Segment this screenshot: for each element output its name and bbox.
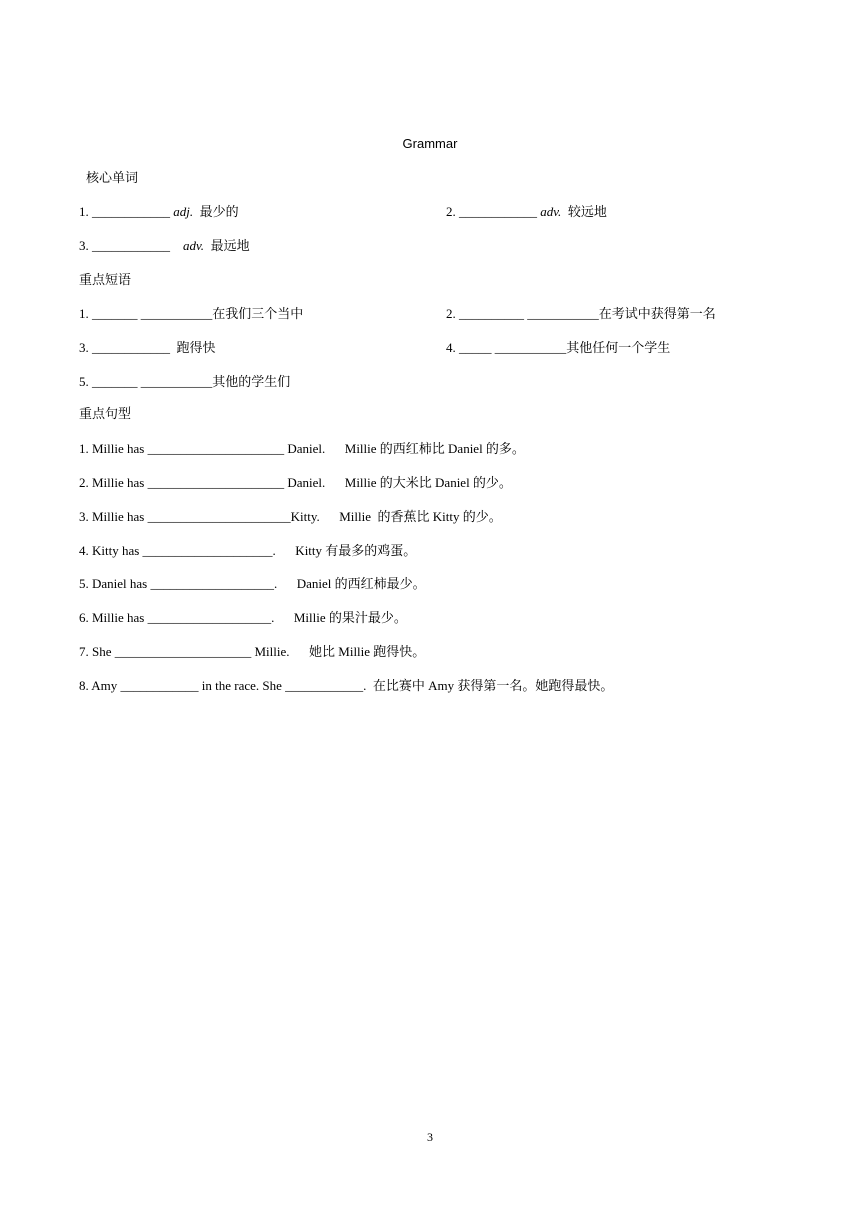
part-of-speech: adv.: [183, 238, 205, 253]
meaning: 最远地: [204, 238, 250, 253]
key-phrase-item-4: 4. _____ ___________其他任何一个学生: [446, 340, 671, 355]
item-number: 1.: [79, 204, 92, 219]
key-phrase-item-2: 2. __________ ___________在考试中获得第一名: [446, 306, 716, 321]
key-sentences-heading: 重点句型: [79, 406, 132, 421]
key-sentence-item-1: 1. Millie has _____________________ Daniel. Millie 的西红柿比 Daniel 的多。: [79, 441, 525, 456]
meaning: 较远地: [561, 204, 607, 219]
core-word-item-2: [446, 204, 607, 220]
key-sentence-item-7: 7. She _____________________ Millie. 她比 Millie 跑得快。: [79, 644, 426, 659]
answer-blank: ____________: [92, 204, 174, 219]
key-sentence-item-3: 3. Millie has ______________________Kitty. Millie 的香蕉比 Kitty 的少。: [79, 509, 502, 524]
page-title: Grammar: [402, 136, 458, 151]
key-phrase-item-3: 3. ____________ 跑得快: [79, 340, 216, 355]
key-sentence-item-4: 4. Kitty has ____________________. Kitty 有最多的鸡蛋。: [79, 543, 417, 558]
key-phrase-item-5: 5. _______ ___________其他的学生们: [79, 374, 291, 389]
part-of-speech: adv.: [540, 204, 562, 219]
item-number: 3.: [79, 238, 92, 253]
part-of-speech: adj.: [173, 204, 194, 219]
key-sentence-item-6: 6. Millie has ___________________. Millie 的果汁最少。: [79, 610, 407, 625]
key-sentence-item-5: 5. Daniel has ___________________. Daniel 的西红柿最少。: [79, 576, 426, 591]
key-phrase-item-1: 1. _______ ___________在我们三个当中: [79, 306, 304, 321]
item-number: 2.: [446, 204, 459, 219]
meaning: 最少的: [193, 204, 239, 219]
page-number: 3: [427, 1130, 433, 1144]
key-sentence-item-2: 2. Millie has _____________________ Daniel. Millie 的大米比 Daniel 的少。: [79, 475, 512, 490]
core-word-item-3: [79, 238, 250, 254]
answer-blank: ____________: [92, 238, 183, 253]
key-phrases-heading: 重点短语: [79, 272, 132, 287]
core-words-heading: 核心单词: [86, 170, 139, 185]
core-word-item-1: [79, 204, 239, 220]
answer-blank: ____________: [459, 204, 541, 219]
key-sentence-item-8: 8. Amy ____________ in the race. She ____________. 在比赛中 Amy 获得第一名。她跑得最快。: [79, 678, 614, 693]
